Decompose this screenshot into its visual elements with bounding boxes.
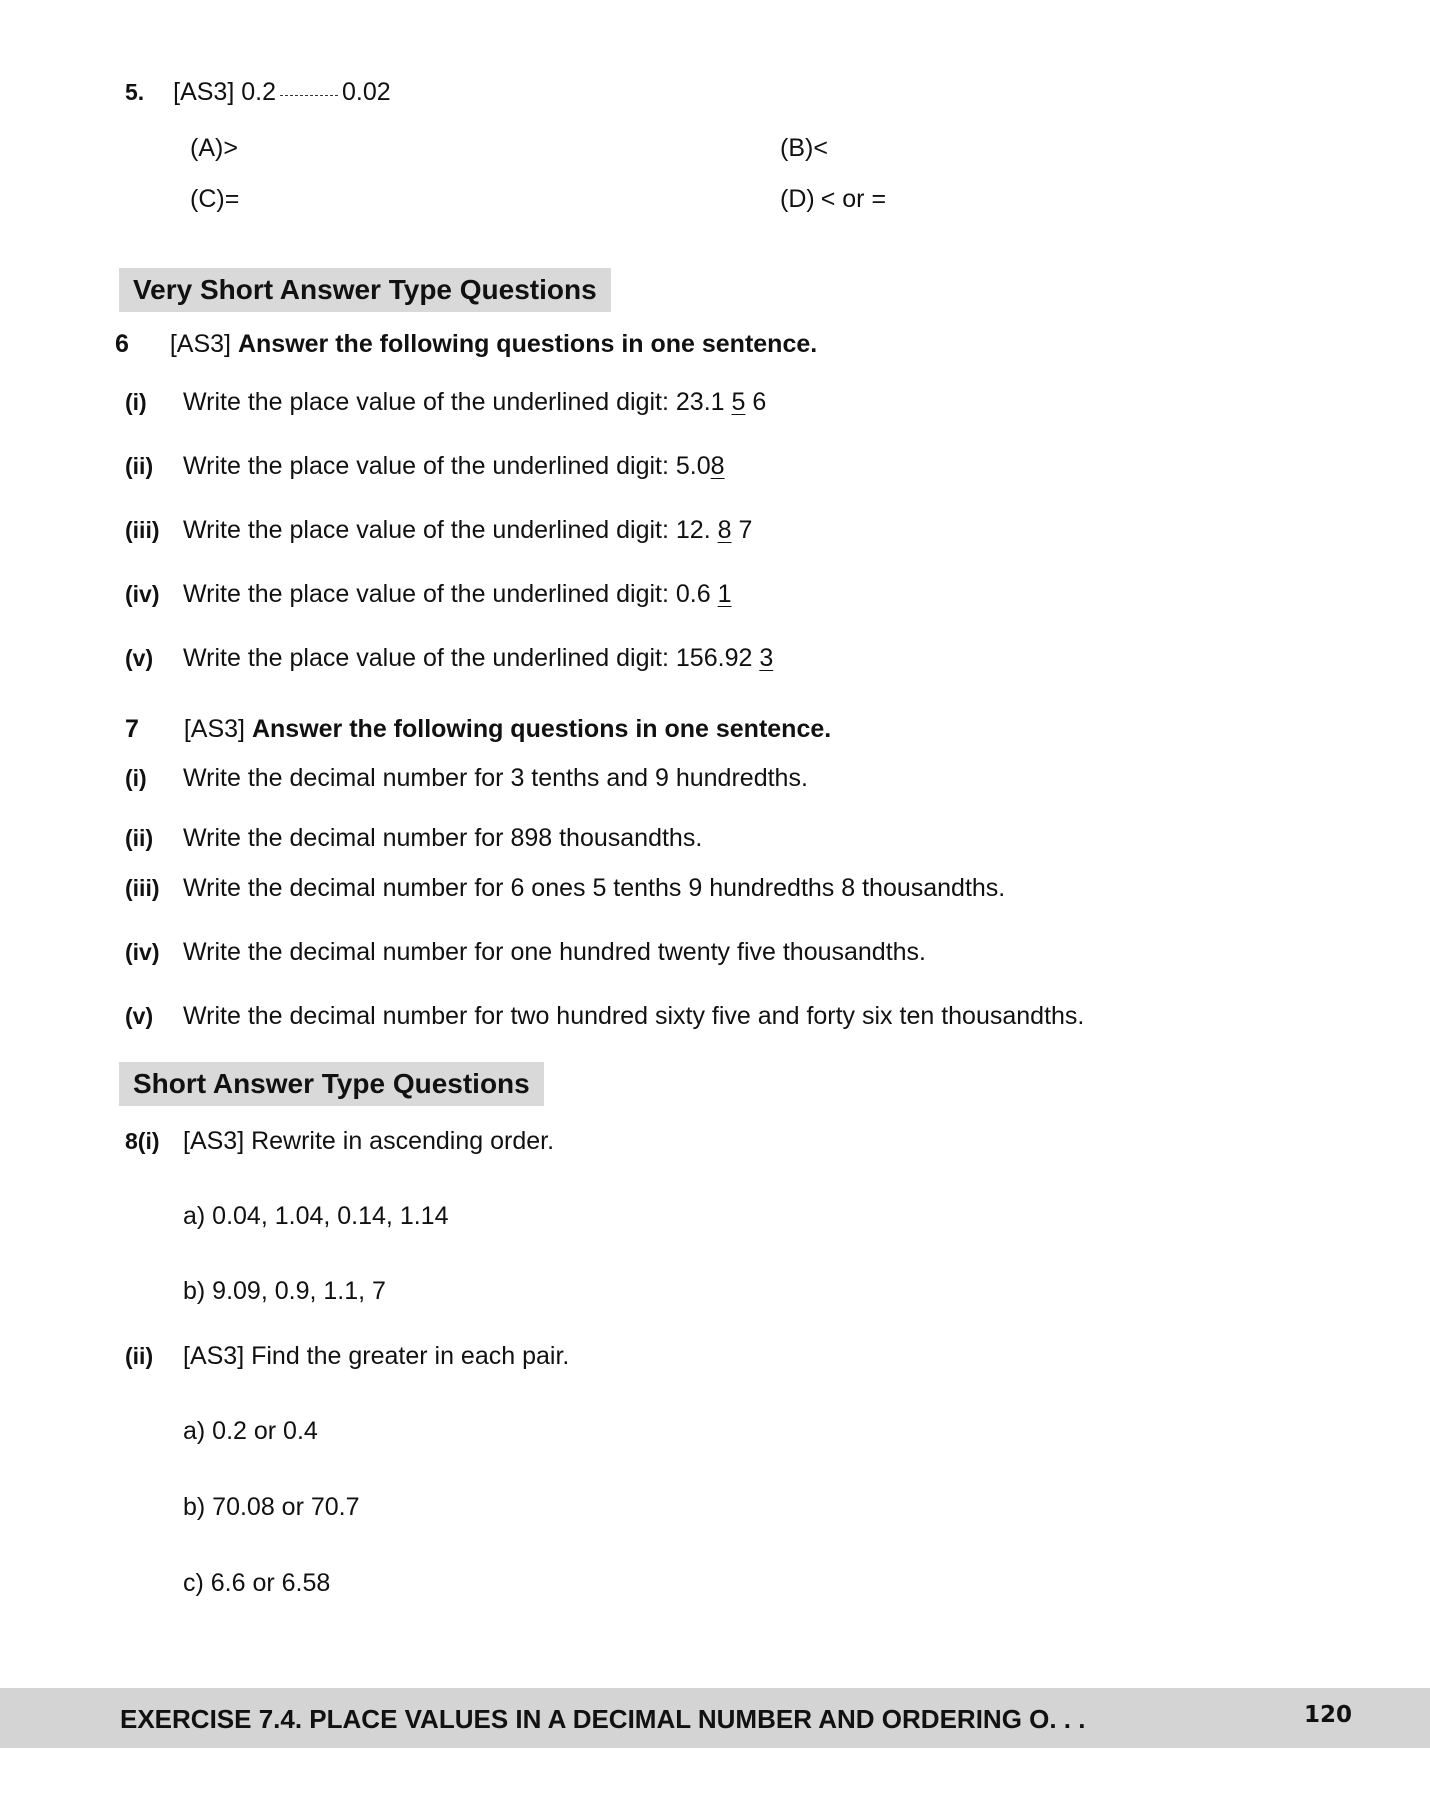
item-prompt: Write the place value of the underlined digit: xyxy=(183,452,669,480)
underlined-digit: 8 xyxy=(717,516,732,544)
number-part: 5.0 xyxy=(675,452,711,480)
answer-blank xyxy=(280,95,338,96)
option-label: (A) xyxy=(190,134,224,162)
q7-item xyxy=(125,1002,1084,1031)
question-number: 7 xyxy=(125,715,139,743)
underlined-digit: 3 xyxy=(759,644,774,672)
question-instruction: Answer the following questions in one sentence. xyxy=(237,330,818,358)
section-heading-short: Short Answer Type Questions xyxy=(119,1062,544,1106)
underlined-digit: 1 xyxy=(717,580,732,608)
section-heading-very-short: Very Short Answer Type Questions xyxy=(119,268,611,312)
q7-item xyxy=(125,764,808,793)
item-label: (iv) xyxy=(125,939,160,965)
sub-item: a) 0.2 or 0.4 xyxy=(183,1417,318,1445)
question-7 xyxy=(125,715,831,744)
underlined-digit: 5 xyxy=(731,388,746,416)
item-prompt: Write the place value of the underlined digit: xyxy=(183,644,669,672)
question-8-part-1 xyxy=(125,1127,554,1156)
item-text: [AS3] Find the greater in each pair. xyxy=(183,1342,570,1370)
q6-item xyxy=(125,516,752,545)
item-label: (i) xyxy=(125,765,147,791)
item-label: (iii) xyxy=(125,875,160,901)
comparison-right: 0.02 xyxy=(342,78,391,106)
item-text: Write the decimal number for 6 ones 5 tenths 9 hundredths 8 thousandths. xyxy=(183,874,1006,902)
item-label: (ii) xyxy=(125,1343,154,1369)
item-label: (i) xyxy=(125,389,147,415)
item-prompt: Write the place value of the underlined digit: xyxy=(183,388,669,416)
comparison-left: 0.2 xyxy=(241,78,277,106)
number-part: 7 xyxy=(738,516,753,544)
item-prompt: Write the place value of the underlined digit: xyxy=(183,580,669,608)
question-tag: [AS3] xyxy=(173,78,235,106)
question-8-part-2 xyxy=(125,1342,569,1371)
item-label: (ii) xyxy=(125,453,154,479)
q7-item xyxy=(125,938,926,967)
item-label: 8(i) xyxy=(125,1128,160,1154)
footer-title: EXERCISE 7.4. PLACE VALUES IN A DECIMAL NUMBER AND ORDERING O. . . xyxy=(120,1704,1086,1734)
sub-item: b) 9.09, 0.9, 1.1, 7 xyxy=(183,1277,386,1305)
option-label: (C) xyxy=(190,185,225,213)
item-text: Write the decimal number for one hundred twenty five thousandths. xyxy=(183,938,927,966)
option-text: = xyxy=(224,185,240,213)
page-number: 120 xyxy=(1304,1702,1353,1728)
option-text: < xyxy=(813,134,828,162)
item-label: (iv) xyxy=(125,581,160,607)
option-c[interactable] xyxy=(190,185,239,214)
number-part: 0.6 xyxy=(675,580,711,608)
q6-item xyxy=(125,452,725,481)
sub-item: b) 70.08 or 70.7 xyxy=(183,1493,360,1521)
question-instruction: Answer the following questions in one sentence. xyxy=(251,715,832,743)
item-text: [AS3] Rewrite in ascending order. xyxy=(183,1127,555,1155)
option-d[interactable] xyxy=(780,185,886,214)
item-label: (v) xyxy=(125,1003,154,1029)
page-footer xyxy=(0,1688,1430,1748)
question-number: 5. xyxy=(125,79,145,105)
question-tag: [AS3] xyxy=(169,330,232,358)
q6-item xyxy=(125,580,732,609)
option-label: (B) xyxy=(780,134,814,162)
item-label: (v) xyxy=(125,645,154,671)
item-prompt: Write the place value of the underlined digit: xyxy=(183,516,669,544)
underlined-digit: 8 xyxy=(710,452,725,480)
number-part: 12. xyxy=(675,516,711,544)
item-text: Write the decimal number for 3 tenths and 9 hundredths. xyxy=(183,764,808,792)
number-part: 156.92 xyxy=(675,644,753,672)
item-text: Write the decimal number for 898 thousandths. xyxy=(183,824,703,852)
item-label: (ii) xyxy=(125,825,154,851)
option-a[interactable] xyxy=(190,134,238,163)
option-label: (D) xyxy=(780,185,815,213)
question-number: 6 xyxy=(115,330,129,358)
sub-item: a) 0.04, 1.04, 0.14, 1.14 xyxy=(183,1202,449,1230)
option-b[interactable] xyxy=(780,134,828,163)
question-tag: [AS3] xyxy=(183,715,246,743)
item-label: (iii) xyxy=(125,517,160,543)
item-text: Write the decimal number for two hundred sixty five and forty six ten thousandths. xyxy=(183,1002,1085,1030)
question-6 xyxy=(115,330,817,359)
option-text: < or = xyxy=(820,185,887,213)
q6-item xyxy=(125,388,766,417)
q7-item xyxy=(125,874,1005,903)
option-text: > xyxy=(223,134,238,162)
q6-item xyxy=(125,644,773,673)
number-part: 6 xyxy=(752,388,767,416)
sub-item: c) 6.6 or 6.58 xyxy=(183,1569,331,1597)
number-part: 23.1 xyxy=(675,388,725,416)
q7-item xyxy=(125,824,702,853)
question-5 xyxy=(125,78,391,107)
